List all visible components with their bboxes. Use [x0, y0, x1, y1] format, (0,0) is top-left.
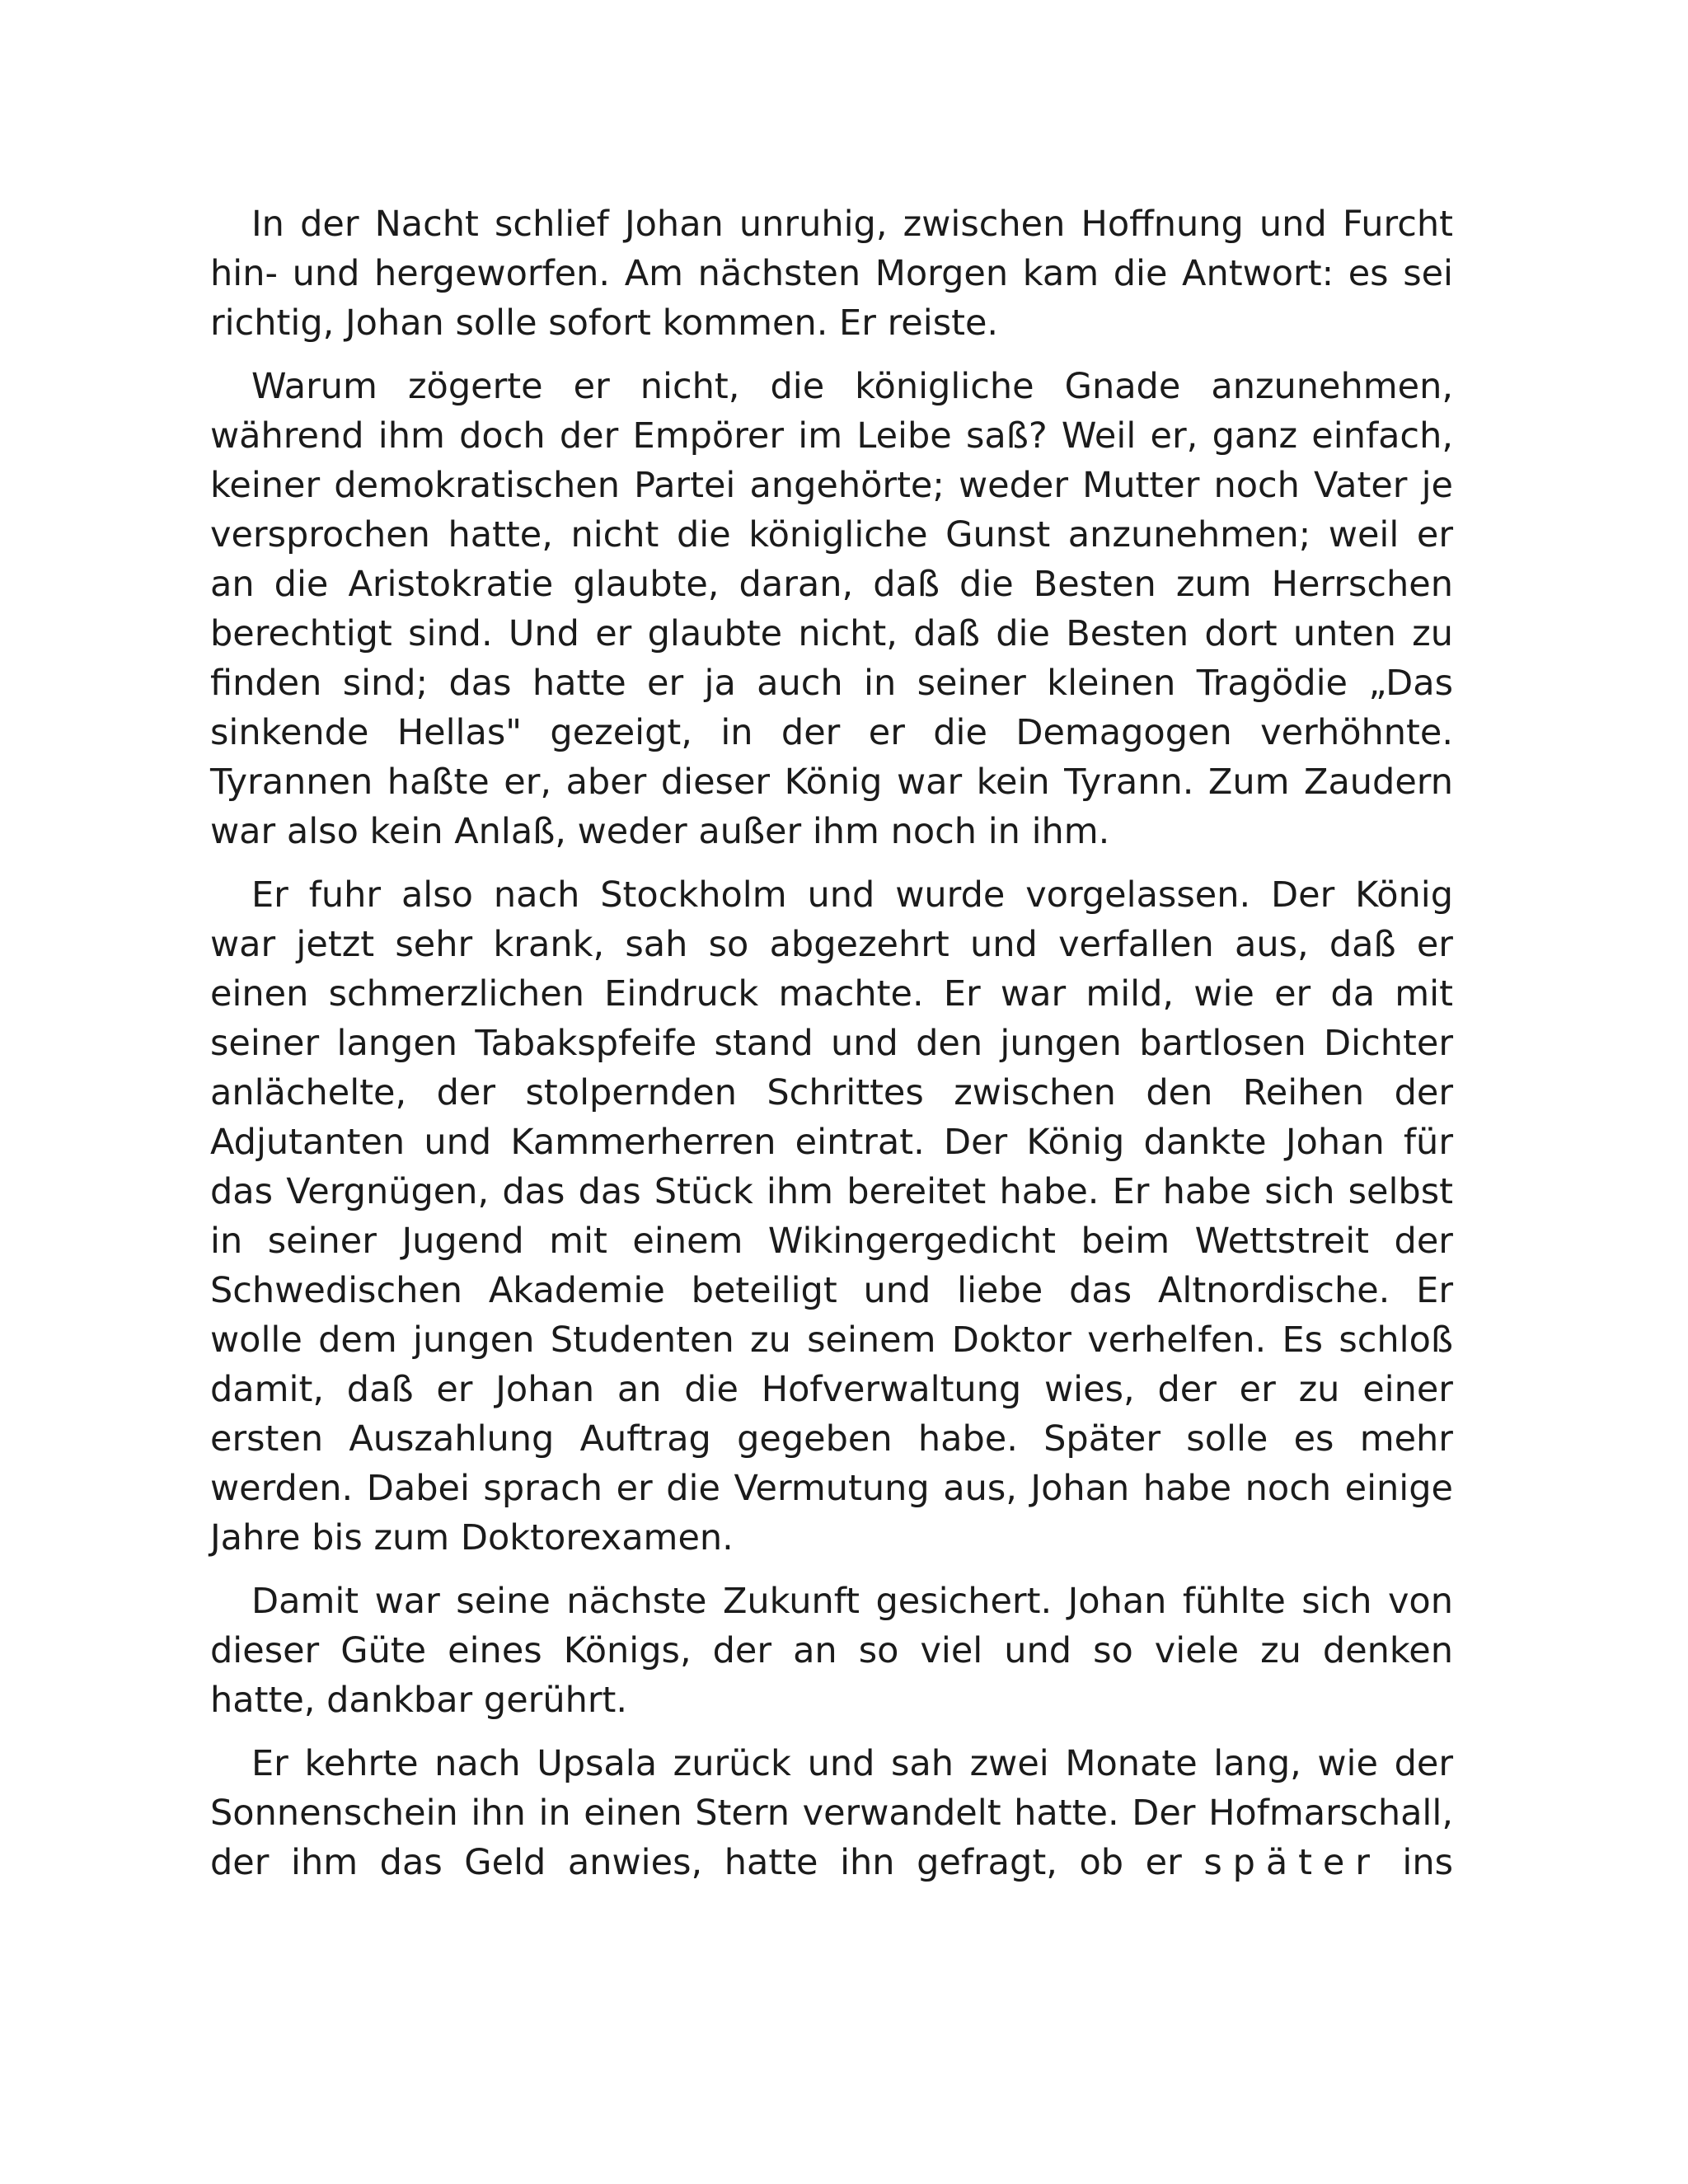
text-line: hin- und hergeworfen. Am nächsten Morgen kam die Antwort: es sei — [210, 253, 1453, 294]
text-line: berechtigt sind. Und er glaubte nicht, daß die Besten dort unten zu — [210, 613, 1453, 654]
text-line: Warum zögerte er nicht, die königliche Gnade anzunehmen, — [251, 366, 1453, 407]
text-line: anlächelte, der stolpernden Schrittes zwischen den Reihen der — [210, 1072, 1453, 1113]
text-line: das Vergnügen, das das Stück ihm bereitet habe. Er habe sich selbst — [210, 1171, 1453, 1212]
paragraph-5 — [210, 1739, 1453, 1887]
paragraph-1 — [210, 199, 1453, 348]
text-line: in seiner Jugend mit einem Wikingergedicht beim Wettstreit der — [210, 1221, 1453, 1262]
text-line: damit, daß er Johan an die Hofverwaltung wies, der er zu einer — [210, 1369, 1453, 1410]
text-segment: der ihm das Geld anwies, hatte ihn gefragt, ob er — [210, 1842, 1182, 1883]
text-segment: ins — [1402, 1842, 1454, 1883]
paragraph-3 — [210, 870, 1453, 1563]
text-line: finden sind; das hatte er ja auch in seiner kleinen Tragödie „Das — [210, 663, 1453, 704]
paragraph-4 — [210, 1577, 1453, 1725]
text-line: Tyrannen haßte er, aber dieser König war kein Tyrann. Zum Zaudern — [210, 762, 1453, 803]
text-line: an die Aristokratie glaubte, daran, daß die Besten zum Herrschen — [210, 564, 1453, 605]
text-line: In der Nacht schlief Johan unruhig, zwischen Hoffnung und Furcht — [251, 204, 1453, 245]
text-line: versprochen hatte, nicht die königliche Gunst anzunehmen; weil er — [210, 514, 1453, 555]
text-line: hatte, dankbar gerührt. — [210, 1680, 628, 1721]
text-line: Er kehrte nach Upsala zurück und sah zwei Monate lang, wie der — [251, 1743, 1453, 1784]
text-line: wolle dem jungen Studenten zu seinem Doktor verhelfen. Es schloß — [210, 1319, 1453, 1361]
text-line: dieser Güte eines Königs, der an so viel und so viele zu denken — [210, 1630, 1453, 1671]
text-line: Er fuhr also nach Stockholm und wurde vorgelassen. Der König — [251, 874, 1453, 916]
text-line: Jahre bis zum Doktorexamen. — [210, 1517, 734, 1558]
text-line-final — [210, 1838, 1453, 1887]
text-line: keiner demokratischen Partei angehörte; weder Mutter noch Vater je — [210, 465, 1453, 506]
spaced-word: später — [1203, 1842, 1381, 1883]
text-line: ersten Auszahlung Auftrag gegeben habe. Später solle es mehr — [210, 1418, 1453, 1460]
text-line: werden. Dabei sprach er die Vermutung aus, Johan habe noch einige — [210, 1468, 1453, 1509]
paragraph-2 — [210, 362, 1453, 856]
text-line: Damit war seine nächste Zukunft gesichert. Johan fühlte sich von — [251, 1581, 1453, 1622]
text-line: Sonnenschein ihn in einen Stern verwandelt hatte. Der Hofmarschall, — [210, 1793, 1453, 1834]
text-line: Schwedischen Akademie beteiligt und liebe das Altnordische. Er — [210, 1270, 1453, 1311]
text-line: Adjutanten und Kammerherren eintrat. Der König dankte Johan für — [210, 1122, 1453, 1163]
text-line: richtig, Johan solle sofort kommen. Er reiste. — [210, 302, 999, 344]
text-line: war also kein Anlaß, weder außer ihm noch in ihm. — [210, 811, 1110, 852]
text-line: einen schmerzlichen Eindruck machte. Er war mild, wie er da mit — [210, 973, 1453, 1015]
text-line: seiner langen Tabakspfeife stand und den jungen bartlosen Dichter — [210, 1023, 1453, 1064]
text-line: während ihm doch der Empörer im Leibe saß? Weil er, ganz einfach, — [210, 415, 1453, 457]
body-text — [210, 199, 1453, 1901]
text-line: sinkende Hellas" gezeigt, in der er die Demagogen verhöhnte. — [210, 712, 1453, 753]
text-line: war jetzt sehr krank, sah so abgezehrt und verfallen aus, daß er — [210, 924, 1453, 965]
